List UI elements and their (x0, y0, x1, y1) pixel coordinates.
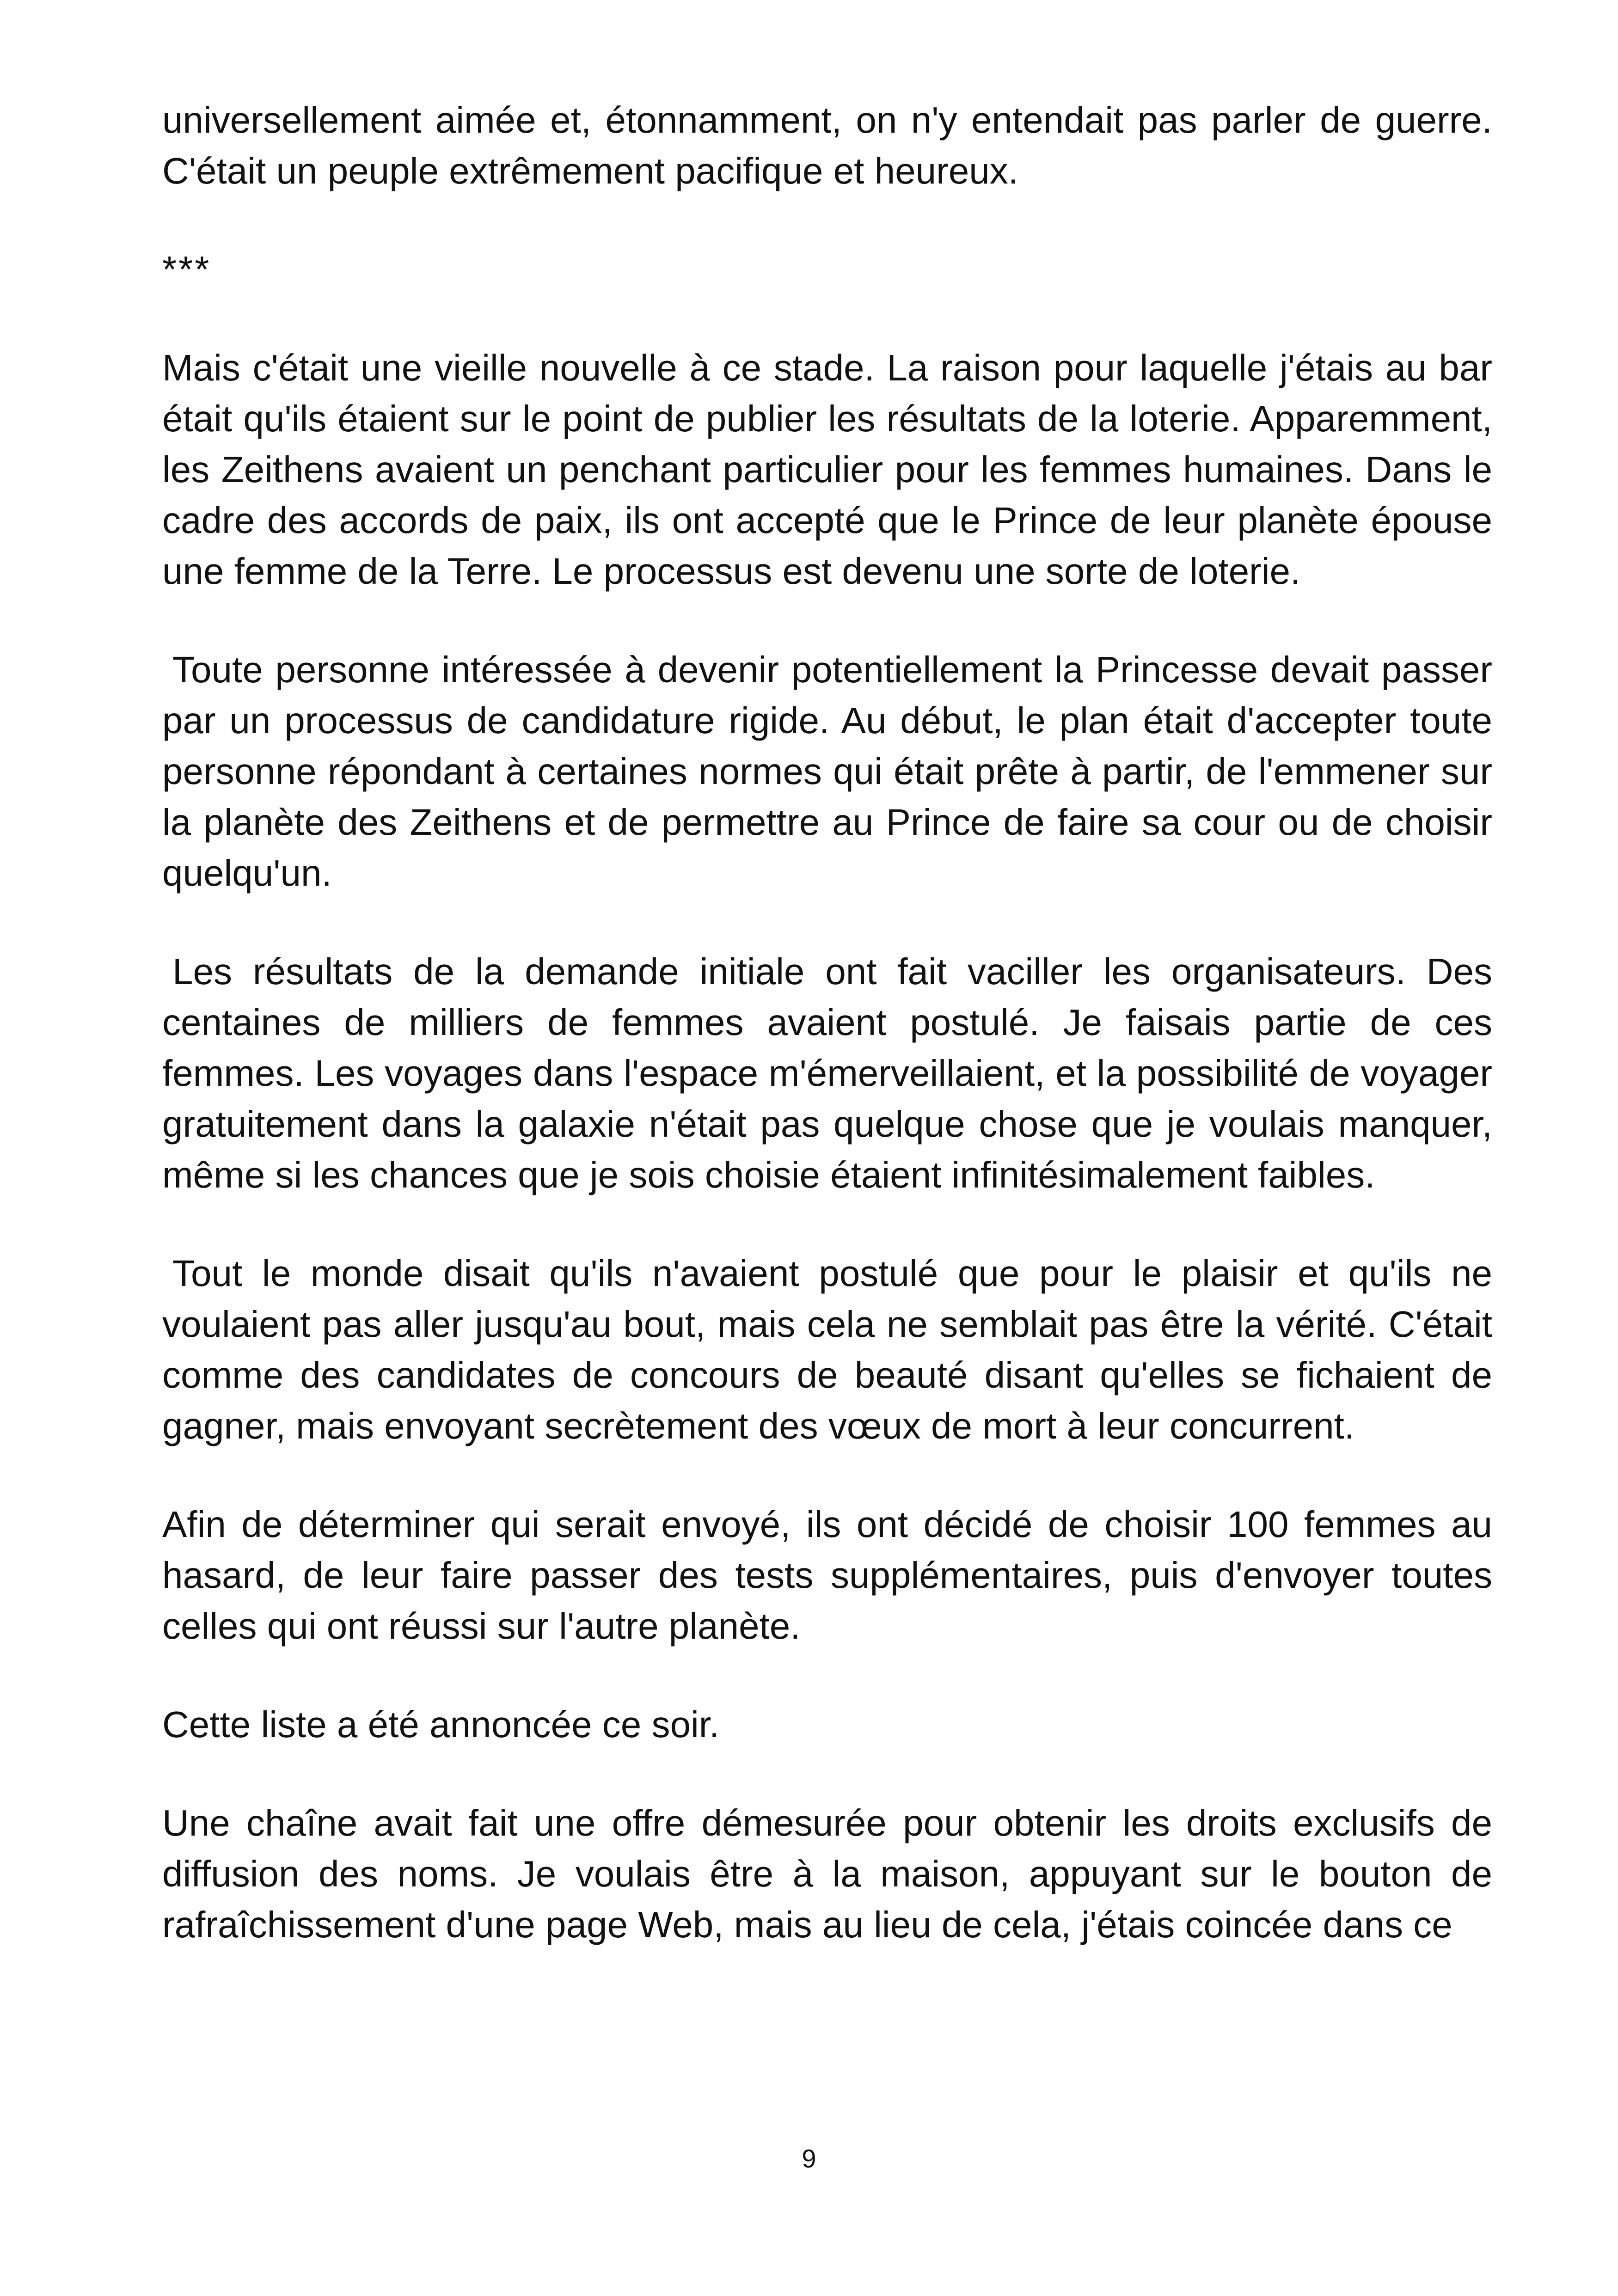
paragraph-4: Les résultats de la demande initiale ont fait vaciller les organisateurs. Des centaines de milliers de femmes avaient postulé. Je faisais partie de ces femmes. Les voyages dans l'espace m'émerveillaient, et la possibilité de voyager gratuitement dans la galaxie n'était pas quelque chose que je voulais manquer, même si les chances que je sois choisie étaient infinitésimalement faibles. (162, 951, 1492, 1195)
paragraph-3: Toute personne intéressée à devenir potentiellement la Princesse devait passer par un processus de candidature rigide. Au début, le plan était d'accepter toute personne répondant à certaines normes qui était prête à partir, de l'emmener sur la planète des Zeithens et de permettre au Prince de faire sa cour ou de choisir quelqu'un. (162, 649, 1492, 894)
body-text (162, 95, 1492, 1950)
paragraph-1: universellement aimée et, étonnamment, on n'y entendait pas parler de guerre. C'était un peuple extrêmement pacifique et heureux. (162, 99, 1492, 191)
paragraph-2: Mais c'était une vieille nouvelle à ce stade. La raison pour laquelle j'étais au bar était qu'ils étaient sur le point de publier les résultats de la loterie. Apparemment, les Zeithens avaient un penchant particulier pour les femmes humaines. Dans le cadre des accords de paix, ils ont accepté que le Prince de leur planète épouse une femme de la Terre. Le processus est devenu une sorte de loterie. (162, 347, 1492, 592)
paragraph-6: Afin de déterminer qui serait envoyé, ils ont décidé de choisir 100 femmes au hasard, de leur faire passer des tests supplémentaires, puis d'envoyer toutes celles qui ont réussi sur l'autre planète. (162, 1504, 1492, 1647)
paragraph-7: Cette liste a été annoncée ce soir. (162, 1704, 720, 1745)
section-separator: *** (162, 249, 211, 290)
paragraph-5: Tout le monde disait qu'ils n'avaient postulé que pour le plaisir et qu'ils ne voulaient pas aller jusqu'au bout, mais cela ne semblait pas être la vérité. C'était comme des candidates de concours de beauté disant qu'elles se fichaient de gagner, mais envoyant secrètement des vœux de mort à leur concurrent. (162, 1253, 1492, 1446)
page-number: 9 (802, 2144, 816, 2173)
paragraph-8: Une chaîne avait fait une offre démesurée pour obtenir les droits exclusifs de diffusion des noms. Je voulais être à la maison, appuyant sur le bouton de rafraîchissement d'une page Web, mais au lieu de cela, j'étais coincée dans ce (162, 1802, 1492, 1945)
